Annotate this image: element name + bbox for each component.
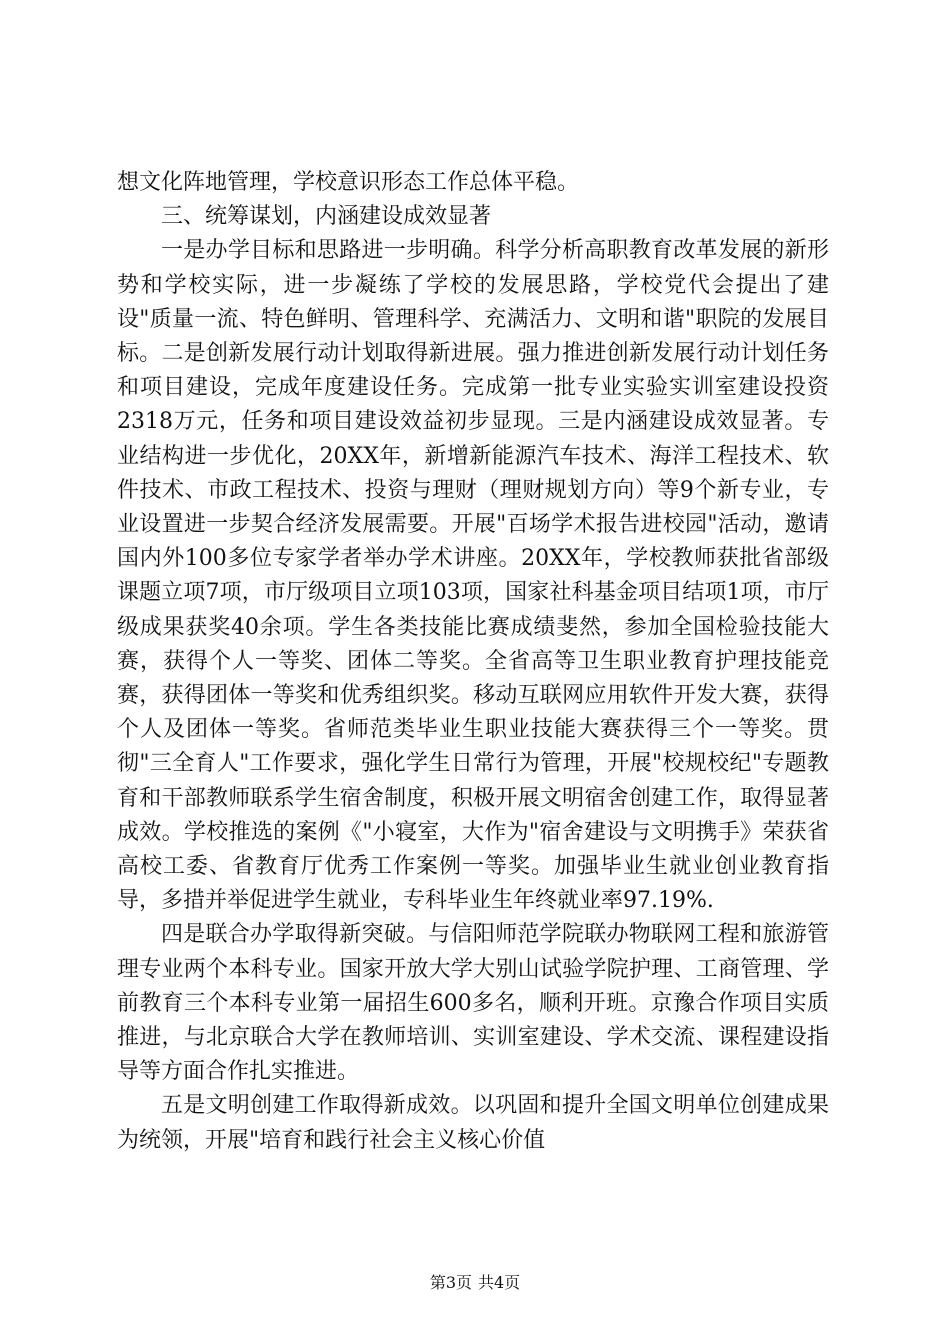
page-total: 共4页 xyxy=(478,1273,521,1292)
paragraph-connotation-building: 一是办学目标和思路进一步明确。科学分析高职教育改革发展的新形势和学校实际，进一步凝练了学校的发展思路，学校党代会提出了建设"质量一流、特色鲜明、管理科学、充满活力、文明和谐"职院的发展目标。二是创新发展行动计划取得新进展。强力推进创新发展行动计划任务和项目建设，完成年度建设任务。完成第一批专业实验实训室建设投资2318万元，任务和项目建设效益初步显现。三是内涵建设成效显著。专业结构进一步优化，20XX年，新增新能源汽车技术、海洋工程技术、软件技术、市政工程技术、投资与理财（理财规划方向）等9个新专业，专业设置进一步契合经济发展需要。开展"百场学术报告进校园"活动，邀请国内外100多位专家学者举办学术讲座。20XX年，学校教师获批省部级课题立项7项，市厅级项目立项103项，国家社科基金项目结项1项，市厅级成果获奖40余项。学生各类技能比赛成绩斐然，参加全国检验技能大赛，获得个人一等奖、团体二等奖。全省高等卫生职业教育护理技能竞赛，获得团体一等奖和优秀组织奖。移动互联网应用软件开发大赛，获得个人及团体一等奖。省师范类毕业生职业技能大赛获得三个一等奖。贯彻"三全育人"工作要求，强化学生日常行为管理，开展"校规校纪"专题教育和干部教师联系学生宿舍制度，积极开展文明宿舍创建工作，取得显著成效。学校推选的案例《"小寝室，大作为"宿舍建设与文明携手》荣获省高校工委、省教育厅优秀工作案例一等奖。加强毕业生就业创业教育指导，多措并举促进学生就业，专科毕业生年终就业率97.19%. xyxy=(117,238,829,914)
paragraph-joint-education: 四是联合办学取得新突破。与信阳师范学院联办物联网工程和旅游管理专业两个本科专业。国家开放大学大别山试验学院护理、工商管理、学前教育三个本科专业第一届招生600多名，顺利开班。京豫合作项目实质推进，与北京联合大学在教师培训、实训室建设、学术交流、课程建设指导等方面合作扎实推进。 xyxy=(117,922,829,1085)
section-heading: 三、统筹谋划，内涵建设成效显著 xyxy=(161,204,492,230)
page-number: 第3页 xyxy=(429,1273,472,1292)
paragraph-continuation: 想文化阵地管理，学校意识形态工作总体平稳。 xyxy=(117,170,580,195)
paragraph-civilization-building: 五是文明创建工作取得新成效。以巩固和提升全国文明单位创建成果为统领，开展"培育和践行社会主义核心价值 xyxy=(117,1093,829,1153)
page-footer xyxy=(0,1270,950,1293)
document-body xyxy=(117,166,829,1158)
